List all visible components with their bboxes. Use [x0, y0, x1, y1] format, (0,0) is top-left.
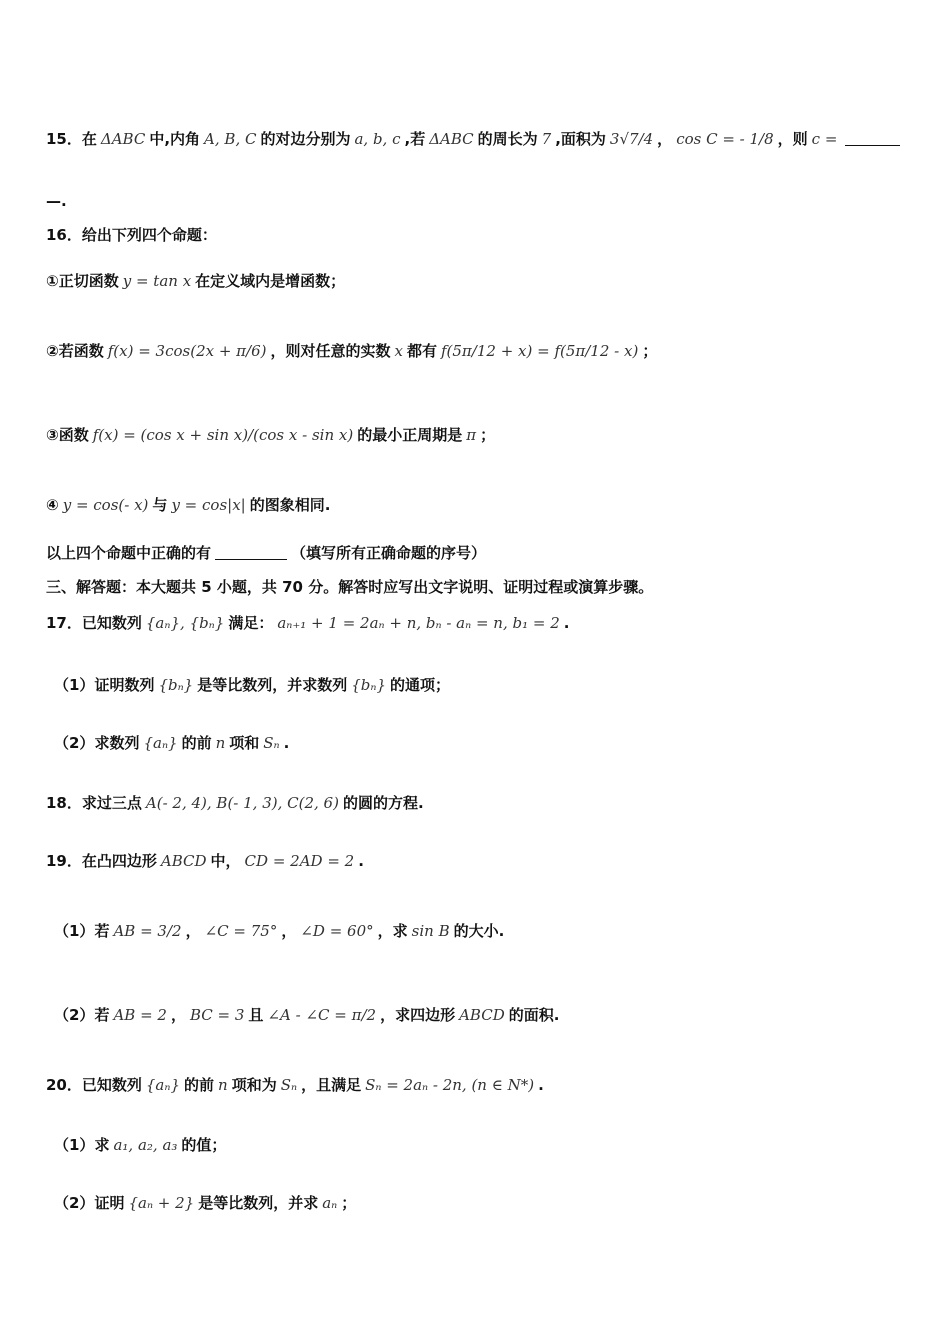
circled-number: ②: [46, 341, 59, 360]
q20-math: a₁, a₂, a₃: [113, 1135, 178, 1154]
question-15: [46, 128, 904, 149]
part-label: （1）: [54, 1136, 95, 1154]
question-19: [46, 850, 904, 871]
circled-number: ①: [46, 271, 59, 290]
q19-math: ∠D = 60°: [300, 921, 374, 940]
q16-text: 与: [152, 496, 168, 514]
q19-math: AB = 3/2: [113, 921, 182, 940]
q15-text: ,面积为: [555, 130, 606, 148]
q16-proposition-4: [46, 494, 904, 515]
q20-text: 是等比数列，并求: [198, 1194, 319, 1212]
q17-text: .: [283, 733, 290, 752]
q17-math: aₙ₊₁ + 1 = 2aₙ + n, bₙ - aₙ = n, b₁ = 2: [277, 613, 560, 632]
q18-text: 求过三点: [81, 794, 142, 812]
q20-math: n: [218, 1075, 228, 1094]
q20-text: 的前: [184, 1076, 215, 1094]
q17-text: 已知数列: [81, 614, 142, 632]
part-label: （2）: [54, 734, 95, 752]
q16-ask: [46, 542, 904, 563]
q15-number: 15．: [46, 130, 82, 148]
q16-number: 16．: [46, 226, 82, 244]
answer-blank[interactable]: [215, 545, 287, 560]
q17-text: 是等比数列，并求数列: [197, 676, 348, 694]
q16-text: 正切函数: [58, 272, 119, 290]
q15-text: 在: [81, 130, 97, 148]
q20-number: 20．: [46, 1076, 82, 1094]
q15-text: ,若: [404, 130, 426, 148]
part-label: （1）: [54, 676, 95, 694]
section-heading: [46, 576, 904, 597]
q15-text: ，则: [777, 130, 808, 148]
q15-text: ，: [657, 130, 673, 148]
q17-text: 项和: [229, 734, 260, 752]
q20-text: 项和为: [231, 1076, 277, 1094]
q19-text: 的面积.: [508, 1006, 560, 1024]
q15-text: 中,内角: [149, 130, 201, 148]
q17-math: n: [215, 733, 226, 752]
q16-proposition-1: [46, 270, 904, 291]
q19-math: ∠C = 75°: [204, 921, 278, 940]
q17-math: {bₙ}: [351, 675, 387, 694]
q15-tail: [46, 192, 904, 210]
q20-math: Sₙ = 2aₙ - 2n, (n ∈ N*): [365, 1075, 535, 1094]
q16-math: π: [466, 425, 477, 444]
q16-text: ；: [480, 426, 496, 444]
q15-tail-text: —.: [46, 192, 67, 210]
q17-math: {aₙ}: [143, 733, 178, 752]
q19-text: 若: [94, 1006, 110, 1024]
q16-text: 函数: [58, 426, 89, 444]
q16-proposition-3: [46, 424, 904, 445]
q17-part-2: [54, 732, 904, 753]
q19-text: ，求四边形: [380, 1006, 456, 1024]
q19-math: AB = 2: [113, 1005, 167, 1024]
question-17: [46, 612, 904, 633]
q17-math: {bₙ}: [158, 675, 194, 694]
q16-text: 给出下列四个命题：: [81, 226, 217, 244]
q16-math: x: [394, 341, 403, 360]
q15-text: 的对边分别为: [260, 130, 351, 148]
q20-text: 的值；: [181, 1136, 227, 1154]
q16-text: ，则对任意的实数: [270, 342, 391, 360]
q16-math: f(x) = (cos x + sin x)/(cos x - sin x): [92, 425, 354, 444]
question-18: [46, 792, 904, 813]
q19-part-1: [54, 920, 904, 941]
part-label: （2）: [54, 1006, 95, 1024]
q19-text: 且: [248, 1006, 264, 1024]
q18-text: 的圆的方程.: [342, 794, 424, 812]
q18-number: 18．: [46, 794, 82, 812]
q19-number: 19．: [46, 852, 82, 870]
answer-blank[interactable]: [845, 131, 900, 146]
q16-text: 的最小正周期是: [357, 426, 463, 444]
q20-math: {aₙ + 2}: [128, 1193, 195, 1212]
q15-math: ΔABC: [100, 129, 146, 148]
q17-text: 的前: [181, 734, 212, 752]
q15-math: A, B, C: [204, 129, 257, 148]
section-3-title: 三、解答题：本大题共 5 小题，共 70 分。解答时应写出文字说明、证明过程或演算步骤。: [46, 578, 654, 596]
q16-text: 的图象相同.: [249, 496, 331, 514]
q20-text: .: [538, 1075, 544, 1094]
part-label: （2）: [54, 1194, 95, 1212]
q16-math: f(5π/12 + x) = f(5π/12 - x): [440, 341, 639, 360]
q20-text: ，且满足: [301, 1076, 362, 1094]
q17-text: 满足：: [228, 614, 274, 632]
q17-text: 求数列: [94, 734, 140, 752]
q18-math: A(- 2, 4), B(- 1, 3), C(2, 6): [145, 793, 339, 812]
question-16: [46, 224, 904, 245]
q17-part-1: [54, 674, 904, 695]
q15-math: 7: [541, 129, 552, 148]
q15-math: a, b, c: [354, 129, 401, 148]
q16-text: 若函数: [58, 342, 104, 360]
q20-math: Sₙ: [280, 1075, 298, 1094]
q19-text: 中，: [210, 852, 241, 870]
q16-math: y = tan x: [122, 271, 192, 290]
q19-math: ABCD: [160, 851, 207, 870]
q15-math: ΔABC: [429, 129, 474, 148]
q19-text: ，: [281, 922, 297, 940]
q19-math: ∠A - ∠C = π/2: [267, 1005, 377, 1024]
circled-number: ④: [46, 495, 59, 514]
q20-part-1: [54, 1134, 904, 1155]
q19-text: ，求: [377, 922, 408, 940]
q17-math: {aₙ}, {bₙ}: [145, 613, 225, 632]
q20-text: 求: [94, 1136, 110, 1154]
q16-text: 以上四个命题中正确的有: [46, 544, 212, 562]
question-20: [46, 1074, 904, 1095]
q17-number: 17．: [46, 614, 82, 632]
q19-text: 若: [94, 922, 110, 940]
circled-number: ③: [46, 425, 59, 444]
q20-text: ；: [341, 1194, 357, 1212]
q20-math: aₙ: [322, 1193, 338, 1212]
q15-math: 3√7/4: [609, 129, 654, 148]
q16-proposition-2: [46, 340, 904, 361]
q15-text: 的周长为: [477, 130, 538, 148]
q20-text: 已知数列: [81, 1076, 142, 1094]
q16-math: y = cos|x|: [171, 495, 246, 514]
q19-text: 的大小.: [453, 922, 505, 940]
q16-text: 在定义域内是增函数；: [195, 272, 346, 290]
q17-text: 证明数列: [94, 676, 155, 694]
q16-math: y = cos(- x): [62, 495, 149, 514]
q16-math: f(x) = 3cos(2x + π/6): [107, 341, 267, 360]
q17-math: Sₙ: [263, 733, 280, 752]
q19-math: BC = 3: [189, 1005, 245, 1024]
q20-text: 证明: [94, 1194, 125, 1212]
q16-text: ；: [642, 342, 658, 360]
q19-math: CD = 2AD = 2: [244, 851, 355, 870]
part-label: （1）: [54, 922, 95, 940]
q16-text: 都有: [406, 342, 437, 360]
q15-math: c =: [811, 129, 838, 148]
q17-text: 的通项；: [390, 676, 451, 694]
q19-text: ，: [185, 922, 201, 940]
q19-text: ，: [170, 1006, 186, 1024]
q20-part-2: [54, 1192, 904, 1213]
q15-math: cos C = - 1/8: [676, 129, 774, 148]
q19-part-2: [54, 1004, 904, 1025]
q19-text: .: [358, 851, 364, 870]
q20-math: {aₙ}: [145, 1075, 180, 1094]
q17-text: .: [563, 613, 570, 632]
q19-text: 在凸四边形: [81, 852, 157, 870]
q19-math: sin B: [411, 921, 450, 940]
q19-math: ABCD: [459, 1005, 505, 1024]
q16-text: （填写所有正确命题的序号）: [291, 544, 487, 562]
